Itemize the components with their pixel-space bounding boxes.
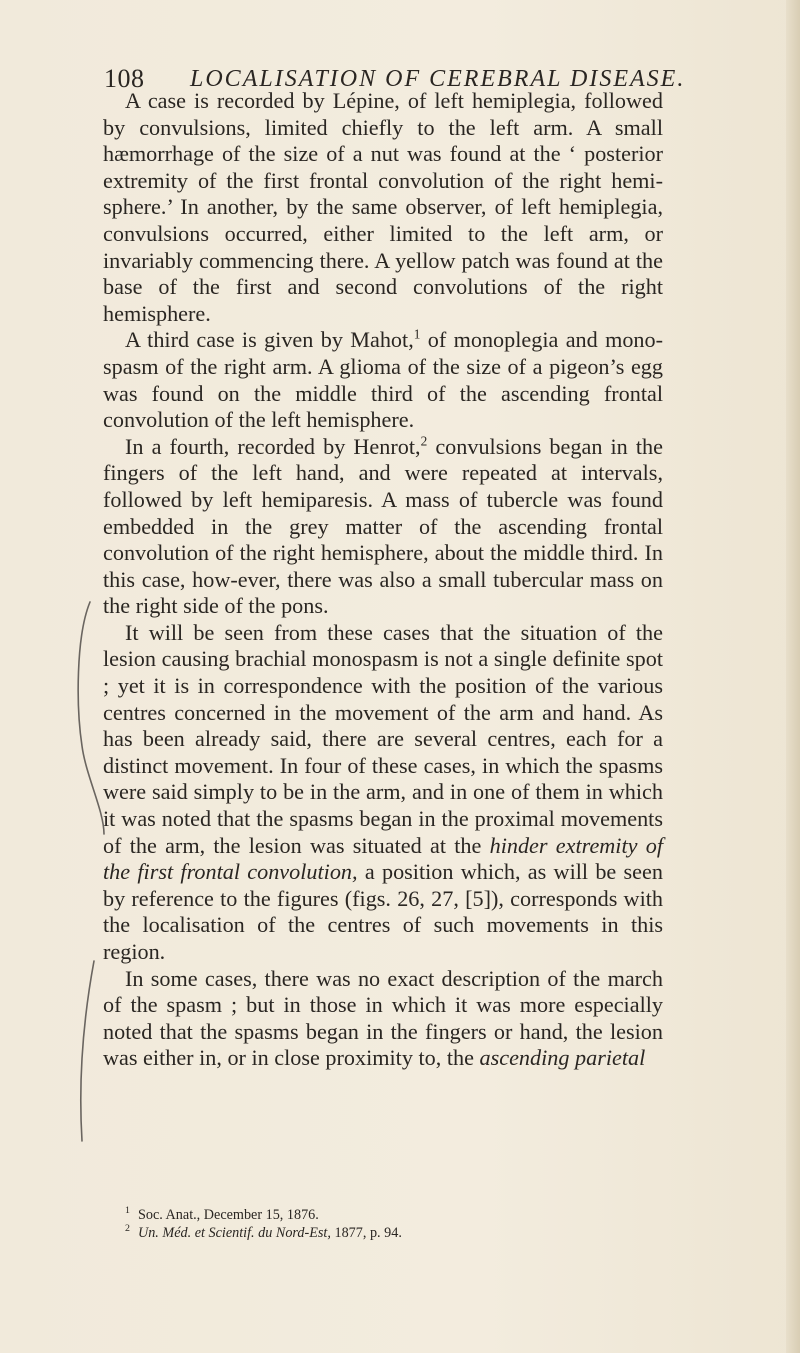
- paragraph-text: a position which, as will be seen by reference to the figures (figs. 26, 27, [5]), corresponds with the localisation of the centres of such movements in this region.: [103, 859, 663, 964]
- footnote-text: 1877, p. 94.: [330, 1224, 402, 1241]
- paragraph-2: [103, 327, 663, 433]
- paragraph-text: A third case is given by Mahot,: [125, 327, 414, 353]
- paragraph-5: [103, 966, 663, 1072]
- paragraph-text: In some cases, there was no exact description of the march of the spasm ; but in those in which it was more especially noted that the spasms began in the fingers or hand, the lesion was either in, or in close proximity to, the: [103, 965, 663, 1071]
- italic-phrase: ascending parietal: [479, 1045, 646, 1071]
- footnote-italic: Un. Méd. et Scientif. du Nord-Est,: [137, 1224, 331, 1241]
- footnote-2: [103, 1222, 663, 1243]
- footnote-mark: 1: [125, 1205, 130, 1217]
- paragraph-text: It will be seen from these cases that the situation of the lesion causing brachial monospasm is not a single definite spot ; yet it is in correspondence with the position of the various centres concerned in the movement of the arm and hand. As has been already said, there are several centres, each for a distinct movement. In four of these cases, in which the spasms were said simply to be in the arm, and in one of them in which it was noted that the spasms began in the proximal movements of the arm, the lesion was situated at the: [103, 619, 663, 858]
- footnote-reference: 1: [413, 326, 421, 342]
- paragraph-1: [103, 88, 663, 327]
- paragraph-text: A case is recorded by Lépine, of left hemiplegia, followed by convulsions, limited chiefly to the left arm. A small hæmorrhage of the size of a nut was found at the ‘ posterior extremity of the first frontal convolution of the right hemi-sphere.’ In another, by the same observer, of left hemiplegia, convulsions occurred, either limited to the left arm, or invariably commencing there. A yellow patch was found at the base of the first and second convolutions of the right hemisphere.: [103, 88, 663, 326]
- page-edge-shadow: [786, 0, 800, 1353]
- running-title: LOCALISATION OF CEREBRAL DISEASE.: [190, 66, 686, 92]
- footnotes: [103, 1207, 663, 1242]
- italic-phrase: hinder extremity of the first frontal convolution,: [103, 832, 663, 885]
- footnote-text: Soc. Anat., December 15, 1876.: [137, 1207, 319, 1223]
- footnote-1: [103, 1207, 663, 1225]
- paragraph-3: [103, 434, 663, 620]
- paragraph-text: convulsions began in the fingers of the left hand, and were repeated at intervals, followed by left hemiparesis. A mass of tubercle was found embedded in the grey matter of the ascending frontal convolution of the right hemisphere, about the middle third. In this case, how-ever, there was also a small tubercular mass on the right side of the pons.: [103, 433, 663, 619]
- paragraph-4: [103, 620, 663, 966]
- footnote-reference: 2: [420, 433, 428, 449]
- pencil-bracket-mark: [74, 596, 114, 836]
- page-number: 108: [104, 64, 145, 93]
- body-text: [103, 88, 663, 1072]
- pencil-bracket-mark: [76, 955, 116, 1145]
- paragraph-text: of monoplegia and mono-spasm of the right arm. A glioma of the size of a pigeon’s egg was found on the middle third of the ascending frontal convolution of the left hemisphere.: [103, 327, 664, 433]
- paragraph-text: In a fourth, recorded by Henrot,: [125, 433, 421, 459]
- footnote-mark: 2: [125, 1222, 130, 1234]
